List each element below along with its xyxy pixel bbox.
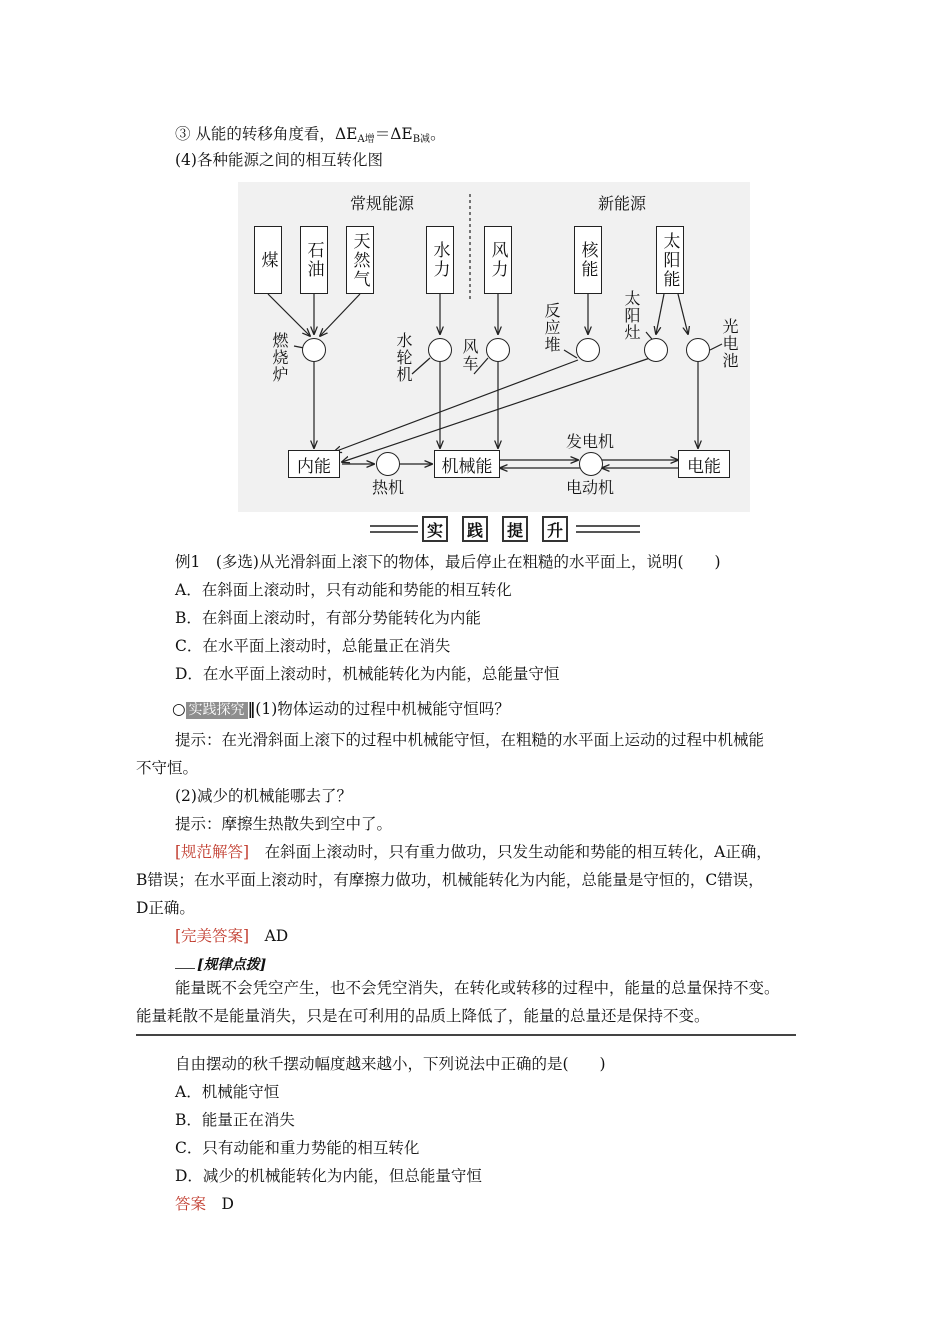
- example-option-c: C．在水平面上滚动时，总能量正在消失: [175, 637, 451, 655]
- banner-line-right-1: [576, 525, 640, 527]
- practice-answer-line: [175, 1194, 234, 1214]
- hint2: 提示：摩擦生热散失到空中了。: [175, 815, 393, 833]
- label-motor: 电动机: [566, 478, 615, 497]
- answer-line: [175, 926, 288, 946]
- explore-q2: (2)减少的机械能哪去了？: [175, 787, 352, 805]
- banner-line-right-2: [576, 531, 640, 533]
- banner-char-4: 升: [542, 516, 568, 542]
- banner-line-left-1: [370, 525, 418, 527]
- banner-char-1: 实: [422, 516, 448, 542]
- practice-option-a: A．机械能守恒: [175, 1083, 280, 1101]
- source-nuclear: 核能: [574, 226, 602, 294]
- example-question: 例1 (多选)从光滑斜面上滚下的物体，最后停止在粗糙的水平面上，说明( ): [175, 553, 721, 571]
- intro-line-1: [175, 124, 446, 150]
- practice-answer-value: D: [206, 1195, 234, 1213]
- formula-sub-b: B减: [412, 134, 431, 145]
- banner-char-3: 提: [502, 516, 528, 542]
- answer-value: AD: [249, 927, 289, 945]
- output-electric-energy: 电能: [678, 450, 730, 478]
- output-internal-energy: 内能: [288, 450, 340, 478]
- label-photocell: 光电池: [720, 318, 739, 369]
- label-reactor: 反应堆: [542, 302, 561, 353]
- reactor-circle: [576, 338, 600, 362]
- source-solar: 太阳能: [656, 226, 684, 294]
- example-option-b: B．在斜面上滚动时，有部分势能转化为内能: [175, 609, 481, 627]
- formula-a: ΔE: [334, 125, 358, 143]
- turbine-circle: [428, 338, 452, 362]
- source-wind: 风力: [484, 226, 512, 294]
- hint1-line1: 提示：在光滑斜面上滚下的过程中机械能守恒，在粗糙的水平面上运动的过程中机械能: [175, 731, 765, 749]
- rule-lead-line: [175, 968, 195, 969]
- answer-tag: [完美答案]: [175, 927, 250, 945]
- label-windmill: 风车: [460, 338, 479, 372]
- source-water: 水力: [426, 226, 454, 294]
- windmill-circle: [486, 338, 510, 362]
- banner-line-left-2: [370, 531, 418, 533]
- header-conventional: 常规能源: [350, 194, 415, 213]
- intro-prefix: ③ 从能的转移角度看，: [175, 125, 335, 143]
- example-option-a: A．在斜面上滚动时，只有动能和势能的相互转化: [175, 581, 512, 599]
- heat-engine-circle: [376, 452, 400, 476]
- practice-option-b: B．能量正在消失: [175, 1111, 295, 1129]
- formula-sub-a: A增: [357, 134, 375, 145]
- source-gas: 天然气: [346, 226, 374, 294]
- explore-bar-icon: ‖: [247, 699, 256, 718]
- solution-tag: [规范解答]: [175, 843, 250, 861]
- explore-tag: 实践探究: [186, 702, 248, 719]
- solution-line-2: B错误；在水平面上滚动时，有摩擦力做功，机械能转化为内能，总能量是守恒的，C错误，: [136, 871, 764, 889]
- generator-circle: [579, 452, 603, 476]
- label-solar-cooker: 太阳灶: [622, 290, 641, 341]
- practice-option-c: C．只有动能和重力势能的相互转化: [175, 1139, 420, 1157]
- energy-conversion-diagram: [238, 182, 750, 512]
- source-oil: 石油: [300, 226, 328, 294]
- header-new-energy: 新能源: [598, 194, 647, 213]
- solution-text-1: 在斜面上滚动时，只有重力做功，只发生动能和势能的相互转化，A正确，: [249, 843, 772, 861]
- solar-cooker-circle: [644, 338, 668, 362]
- formula-eq: ＝ΔE: [374, 125, 413, 143]
- rule-bottom-divider: [136, 1034, 796, 1036]
- solution-line-1: [175, 842, 772, 862]
- practice-answer-label: 答案: [175, 1195, 207, 1213]
- label-turbine: 水轮机: [394, 332, 413, 383]
- rule-heading: [规律点拨]: [197, 957, 267, 973]
- practice-question: 自由摆动的秋千摆动幅度越来越小，下列说法中正确的是( ): [175, 1055, 606, 1073]
- section-banner: [370, 516, 640, 544]
- photocell-circle: [686, 338, 710, 362]
- explore-q1: (1)物体运动的过程中机械能守恒吗？: [255, 700, 510, 718]
- label-furnace: 燃烧炉: [270, 332, 289, 383]
- output-mechanical-energy: 机械能: [434, 450, 500, 478]
- furnace-circle: [302, 338, 326, 362]
- label-heat-engine: 热机: [372, 478, 405, 497]
- intro-line-2: (4)各种能源之间的相互转化图: [175, 151, 383, 169]
- example-option-d: D．在水平面上滚动时，机械能转化为内能，总能量守恒: [175, 665, 560, 683]
- rule-line-2: 能量耗散不是能量消失，只是在可利用的品质上降低了，能量的总量还是保持不变。: [136, 1007, 710, 1025]
- explore-line: [172, 699, 510, 719]
- rule-line-1: 能量既不会凭空产生，也不会凭空消失，在转化或转移的过程中，能量的总量保持不变。: [175, 979, 780, 997]
- banner-char-2: 践: [462, 516, 488, 542]
- formula-end: 。: [430, 125, 446, 143]
- solution-line-3: D正确。: [136, 899, 195, 917]
- source-coal: 煤: [254, 226, 282, 294]
- hint1-line2: 不守恒。: [136, 759, 199, 777]
- explore-bullet-icon: ○: [172, 700, 186, 718]
- label-generator: 发电机: [566, 432, 615, 451]
- practice-option-d: D．减少的机械能转化为内能，但总能量守恒: [175, 1167, 482, 1185]
